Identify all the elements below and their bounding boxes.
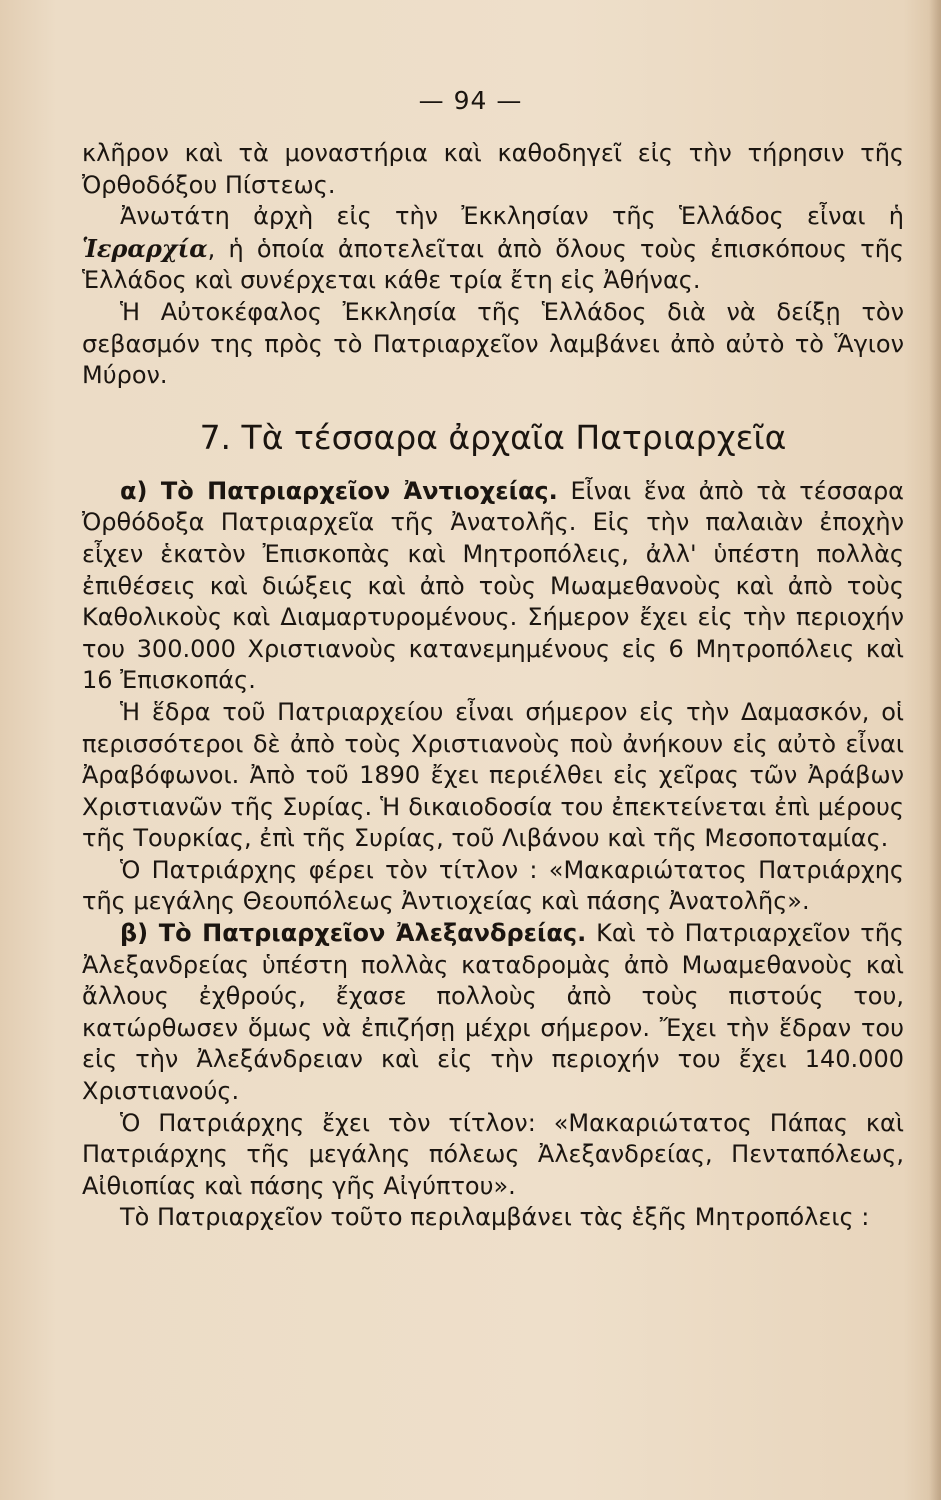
subsection-a-paragraph-3: Ὁ Πατριάρχης φέρει τὸν τίτλον : «Μακαριώτατος Πατριάρχης τῆς μεγάλης Θεουπόλεως Ἀντιοχείας καὶ πάσης Ἀνατολῆς». bbox=[82, 855, 904, 916]
subsection-a-title: α) Τὸ Πατριαρχεῖον Ἀντιοχείας. bbox=[120, 476, 558, 505]
section-heading: 7. Τὰ τέσσαρα ἀρχαῖα Πατριαρχεῖα bbox=[199, 417, 787, 457]
hierarchy-term: Ἱεραρχία bbox=[82, 233, 208, 263]
subsection-b-text: Καὶ τὸ Πατριαρχεῖον τῆς Ἀλεξανδρείας ὑπέστη πολλὰς καταδρομὰς ἀπὸ Μωαμεθανοὺς καὶ ἄλλους ἐχθρούς, ἔχασε πολλοὺς ἀπὸ τοὺς πιστούς του, κατώρθωσεν ὅμως νὰ ἐπιζήσῃ μέχρι σήμερον. Ἔχει τὴν ἕδραν του εἰς τὴν Ἀλεξάνδρειαν καὶ εἰς τὴν περιοχήν του ἔχει 140.000 Χριστιανούς. bbox=[82, 919, 904, 1106]
subsection-b-title: β) Τὸ Πατριαρχεῖον Ἀλεξανδρείας. bbox=[120, 919, 587, 948]
subsection-b bbox=[82, 918, 904, 1108]
page-edge-shadow bbox=[929, 0, 941, 1500]
paragraph-1: κλῆρον καὶ τὰ μοναστήρια καὶ καθοδηγεῖ εἰς τὴν τήρησιν τῆς Ὀρθοδόξου Πίστεως. bbox=[82, 139, 904, 199]
subsection-b-paragraph-2: Ὁ Πατριάρχης ἔχει τὸν τίτλον: «Μακαριώτατος Πάπας καὶ Πατριάρχης τῆς μεγάλης πόλεως Ἀλεξανδρείας, Πενταπόλεως, Αἰθιοπίας καὶ πάσης γῆς Αἰγύπτου». bbox=[82, 1108, 904, 1200]
subsection-a bbox=[82, 476, 904, 697]
paragraph-2 bbox=[82, 201, 904, 297]
paragraph-2-text-b: , ἡ ὁποία ἀποτελεῖται ἀπὸ ὅλους τοὺς ἐπισκόπους τῆς Ἑλλάδος καὶ συνέρχεται κάθε τρία ἔτη εἰς Ἀθήνας. bbox=[82, 234, 904, 295]
page-number: — 94 — bbox=[418, 86, 523, 115]
subsection-b-paragraph-3: Τὸ Πατριαρχεῖον τοῦτο περιλαμβάνει τὰς ἑξῆς Μητροπόλεις : bbox=[120, 1203, 870, 1232]
body-text bbox=[82, 138, 904, 1234]
paragraph-2-text-a: Ἀνωτάτη ἀρχὴ εἰς τὴν Ἐκκλησίαν τῆς Ἑλλάδος εἶναι ἡ bbox=[120, 202, 904, 231]
subsection-a-text: Εἶναι ἕνα ἀπὸ τὰ τέσσαρα Ὀρθόδοξα Πατριαρχεῖα τῆς Ἀνατολῆς. Εἰς τὴν παλαιὰν ἐποχὴν εἶχεν ἑκατὸν Ἐπισκοπὰς καὶ Μητροπόλεις, ἀλλ' ὑπέστη πολλὰς ἐπιθέσεις καὶ διώξεις καὶ ἀπὸ τοὺς Μωαμεθανοὺς καὶ ἀπὸ τοὺς Καθολικοὺς καὶ Διαμαρτυρομένους. Σήμερον ἔχει εἰς τὴν περιοχήν του 300.000 Χριστιανοὺς κατανεμημένους εἰς 6 Μητροπόλεις καὶ 16 Ἐπισκοπάς. bbox=[82, 476, 904, 695]
paragraph-3: Ἡ Αὐτοκέφαλος Ἐκκλησία τῆς Ἑλλάδος διὰ νὰ δείξῃ τὸν σεβασμόν της πρὸς τὸ Πατριαρχεῖον λαμβάνει ἀπὸ αὐτὸ τὸ Ἅγιον Μύρον. bbox=[82, 297, 904, 390]
subsection-a-paragraph-2: Ἡ ἕδρα τοῦ Πατριαρχείου εἶναι σήμερον εἰς τὴν Δαμασκόν, οἱ περισσότεροι δὲ ἀπὸ τοὺς Χριστιανοὺς ποὺ ἀνήκουν εἰς αὐτὸ εἶναι Ἀραβόφωνοι. Ἀπὸ τοῦ 1890 ἔχει περιέλθει εἰς χεῖρας τῶν Ἀράβων Χριστιανῶν τῆς Συρίας. Ἡ δικαιοδοσία του ἐπεκτείνεται ἐπὶ μέρους τῆς Τουρκίας, ἐπὶ τῆς Συρίας, τοῦ Λιβάνου καὶ τῆς Μεσοποταμίας. bbox=[82, 697, 904, 853]
